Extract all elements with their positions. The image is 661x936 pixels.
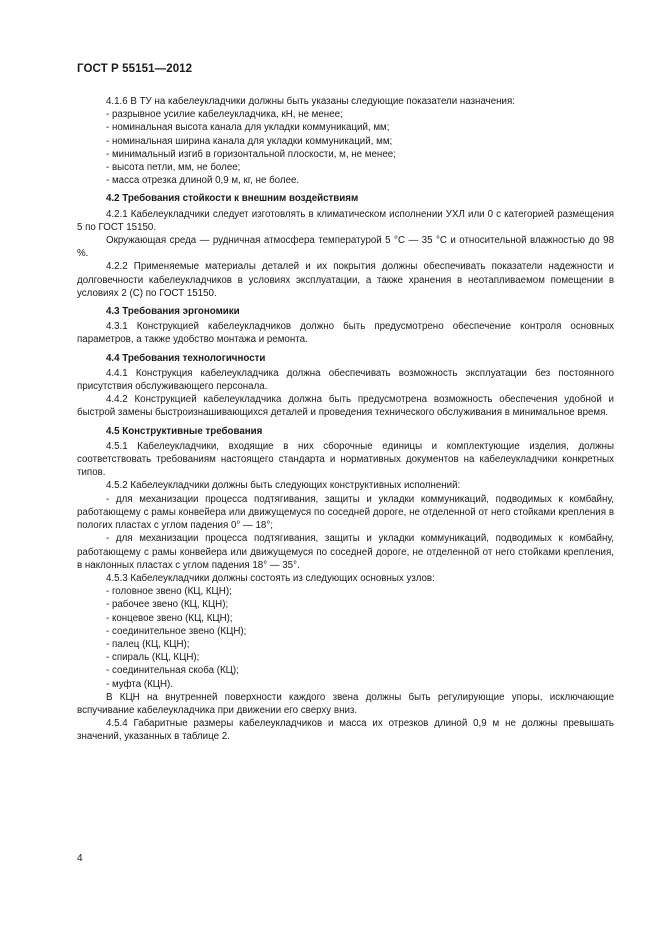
list-item: - соединительная скоба (КЦ); bbox=[106, 665, 239, 677]
list-item: - высота петли, мм, не более; bbox=[106, 162, 241, 174]
paragraph-4-2-2: 4.2.2 Применяемые материалы деталей и их покрытия должны обеспечивать показатели надежности и долговечности кабелеукладчиков в условиях эксплуатации, а также хранения в неотапливаемом помещении в условиях 2 (С) по ГОСТ 15150. bbox=[77, 261, 614, 299]
paragraph-4-5-1: 4.5.1 Кабелеукладчики, входящие в них сборочные единицы и комплектующие изделия, должны соответствовать требованиям настоящего стандарта и нормативных документов на кабелеукладчики конкретных типов. bbox=[77, 440, 614, 479]
paragraph-4-1-6: 4.1.6 В ТУ на кабелеукладчики должны быть указаны следующие показатели назначения: bbox=[106, 96, 515, 107]
list-item: - палец (КЦ, КЦН); bbox=[106, 638, 190, 650]
section-heading-4-5: 4.5 Конструктивные требования bbox=[106, 425, 263, 437]
list-item: - головное звено (КЦ, КЦН); bbox=[106, 586, 232, 598]
list-item: - спираль (КЦ, КЦН); bbox=[106, 652, 200, 664]
document-header: ГОСТ Р 55151—2012 bbox=[77, 63, 193, 75]
paragraph-variant-flat: - для механизации процесса подтягивания, защиты и укладки коммуникаций, подводимых к комбайну, работающему с рамы конвейера или движущемуся по соседней дороге, не отделенной от него стойками крепления в пологих пластах с углом падения 0° — 18°; bbox=[77, 493, 614, 532]
list-item: - рабочее звено (КЦ, КЦН); bbox=[106, 599, 229, 611]
page-number: 4 bbox=[77, 853, 83, 864]
list-item: - минимальный изгиб в горизонтальной плоскости, м, не менее; bbox=[106, 148, 396, 160]
list-item: - муфта (КЦН). bbox=[106, 678, 173, 690]
paragraph-4-4-1: 4.4.1 Конструкция кабелеукладчика должна обеспечивать возможность эксплуатации без постоянного присутствия обслуживающего персонала. bbox=[77, 367, 614, 393]
paragraph-4-5-3: 4.5.3 Кабелеукладчики должны состоять из следующих основных узлов: bbox=[106, 572, 435, 584]
document-body bbox=[77, 95, 614, 744]
list-item: - масса отрезка длиной 0,9 м, кг, не более. bbox=[106, 175, 300, 187]
paragraph-4-3-1: 4.3.1 Конструкцией кабелеукладчиков должно быть предусмотрено обеспечение контроля основных параметров, а также удобство монтажа и ремонта. bbox=[77, 321, 614, 346]
paragraph-environment: Окружающая среда — рудничная атмосфера температурой 5 °С — 35 °С и относительной влажностью до 98 %. bbox=[77, 235, 614, 260]
paragraph-4-4-2: 4.4.2 Конструкцией кабелеукладчика должна быть предусмотрена возможность обеспечения удобной и быстрой замены быстроизнашивающихся деталей и проведения технического обслуживания в минимальное время. bbox=[77, 394, 614, 419]
paragraph-4-5-4: 4.5.4 Габаритные размеры кабелеукладчиков и масса их отрезков длиной 0,9 м не должны превышать значений, указанных в таблице 2. bbox=[77, 718, 614, 743]
list-item: - соединительное звено (КЦН); bbox=[106, 625, 247, 637]
paragraph-variant-inclined: - для механизации процесса подтягивания, защиты и укладки коммуникаций, подводимых к комбайну, работающему с рамы конвейера или движущемуся по соседней дороге, не отделенной от него стойками крепления, в наклонных пластах с углом падения 18° — 35°. bbox=[77, 533, 614, 571]
indicator-list bbox=[77, 108, 614, 187]
list-item: - номинальная ширина канала для укладки коммуникаций, мм; bbox=[106, 135, 393, 147]
list-item: - разрывное усилие кабелеукладчика, кН, не менее; bbox=[106, 109, 343, 121]
section-heading-4-3: 4.3 Требования эргономики bbox=[106, 306, 240, 318]
paragraph-kcn-stops: В КЦН на внутренней поверхности каждого звена должны быть регулирующие упоры, исключающие вспучивание кабелеукладчика при движении его сверху вниз. bbox=[77, 691, 614, 716]
list-item: - концевое звено (КЦ, КЦН); bbox=[106, 612, 233, 624]
list-item: - номинальная высота канала для укладки коммуникаций, мм; bbox=[106, 122, 390, 134]
paragraph-4-5-2: 4.5.2 Кабелеукладчики должны быть следующих конструктивных исполнений: bbox=[106, 480, 461, 492]
section-heading-4-4: 4.4 Требования технологичности bbox=[106, 352, 266, 364]
components-list bbox=[77, 585, 614, 691]
section-heading-4-2: 4.2 Требования стойкости к внешним воздействиям bbox=[106, 193, 359, 205]
paragraph-4-2-1: 4.2.1 Кабелеукладчики следует изготовлять в климатическом исполнении УХЛ или 0 с категорией размещения 5 по ГОСТ 15150. bbox=[77, 208, 614, 233]
